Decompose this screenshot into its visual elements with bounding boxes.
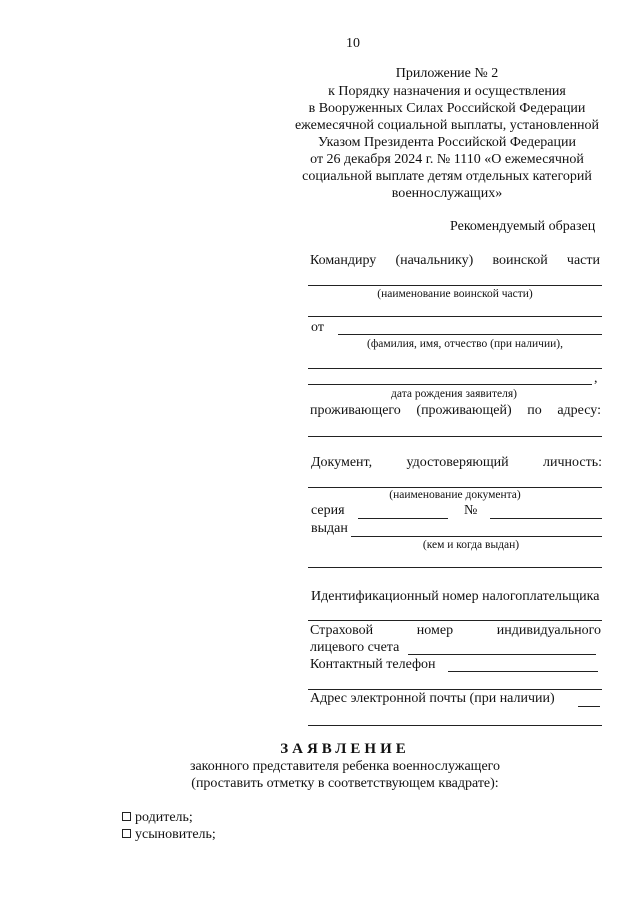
residing-word: адресу: [557,403,601,418]
email-field[interactable] [578,706,600,707]
appendix-line: в Вооруженных Силах Российской Федерации [308,101,586,116]
option-parent [122,810,193,826]
unit-name-field-extra[interactable] [308,316,602,317]
document-line [311,455,602,471]
appendix-line: к Порядку назначения и осуществления [328,84,566,99]
snils-line2: лицевого счета [310,640,400,655]
issued-field[interactable] [351,536,602,537]
residing-line [310,403,601,419]
appendix-line: военнослужащих» [391,186,503,201]
snils-word: Страховой [310,623,374,638]
document-name-field[interactable] [308,487,602,488]
document-word: личность: [543,455,602,470]
series-label: серия [311,503,345,518]
applicant-name-field[interactable] [338,334,602,335]
residing-word: по [527,403,542,418]
document-word: удостоверяющий [406,455,509,470]
statement-subtitle: законного представителя ребенка военнослужащего [189,759,501,774]
appendix-line: ежемесячной социальной выплаты, установленной [294,118,600,133]
appendix-line: социальной выплате детям отдельных категорий [302,169,592,184]
snils-word: индивидуального [496,623,601,638]
birth-date-hint: дата рождения заявителя) [391,388,517,400]
addressee-line [310,253,600,269]
unit-name-field[interactable] [308,285,602,286]
appendix-line: от 26 декабря 2024 г. № 1110 «О ежемесячной [310,152,584,167]
snils-field[interactable] [408,654,596,655]
address-field[interactable] [308,436,602,437]
option-label: усыновитель; [135,827,216,842]
addressee-word: части [566,253,600,268]
birth-date-field[interactable] [308,384,592,385]
statement-instruction: (проставить отметку в соответствующем квадрате): [191,776,499,791]
snils-line [310,623,601,639]
number-label: № [464,503,478,518]
statement-title: ЗАЯВЛЕНИЕ [280,741,410,757]
checkbox-adoptive-parent[interactable] [122,829,131,838]
addressee-word: воинской [492,253,548,268]
applicant-name-hint: (фамилия, имя, отчество (при наличии), [367,338,563,350]
applicant-name-field-extra[interactable] [308,368,602,369]
number-field[interactable] [490,518,602,519]
appendix-title: Приложение № 2 [395,66,499,81]
unit-name-hint: (наименование воинской части) [377,288,533,300]
issued-label: выдан [311,521,348,536]
email-label: Адрес электронной почты (при наличии) [310,691,555,706]
inn-field[interactable] [308,620,602,621]
inn-label: Идентификационный номер налогоплательщика [311,589,600,604]
snils-word: номер [416,623,454,638]
comma: , [594,371,598,386]
residing-word: (проживающей) [416,403,512,418]
option-adoptive-parent [122,827,216,843]
residing-word: проживающего [310,403,401,418]
recommended-sample-label: Рекомендуемый образец [450,219,596,234]
document-word: Документ, [311,455,373,470]
from-label: от [311,320,324,335]
option-label: родитель; [135,810,193,825]
addressee-word: Командиру [310,253,377,268]
phone-label: Контактный телефон [310,657,436,672]
document-name-hint: (наименование документа) [389,489,521,501]
phone-field[interactable] [448,671,598,672]
appendix-line: Указом Президента Российской Федерации [318,135,576,150]
addressee-word: (начальнику) [395,253,474,268]
series-field[interactable] [358,518,448,519]
email-field-extra[interactable] [308,725,602,726]
issued-field-extra[interactable] [308,567,602,568]
page-number: 10 [346,36,360,51]
checkbox-parent[interactable] [122,812,131,821]
phone-field-extra[interactable] [308,689,602,690]
issued-hint: (кем и когда выдан) [422,539,520,551]
